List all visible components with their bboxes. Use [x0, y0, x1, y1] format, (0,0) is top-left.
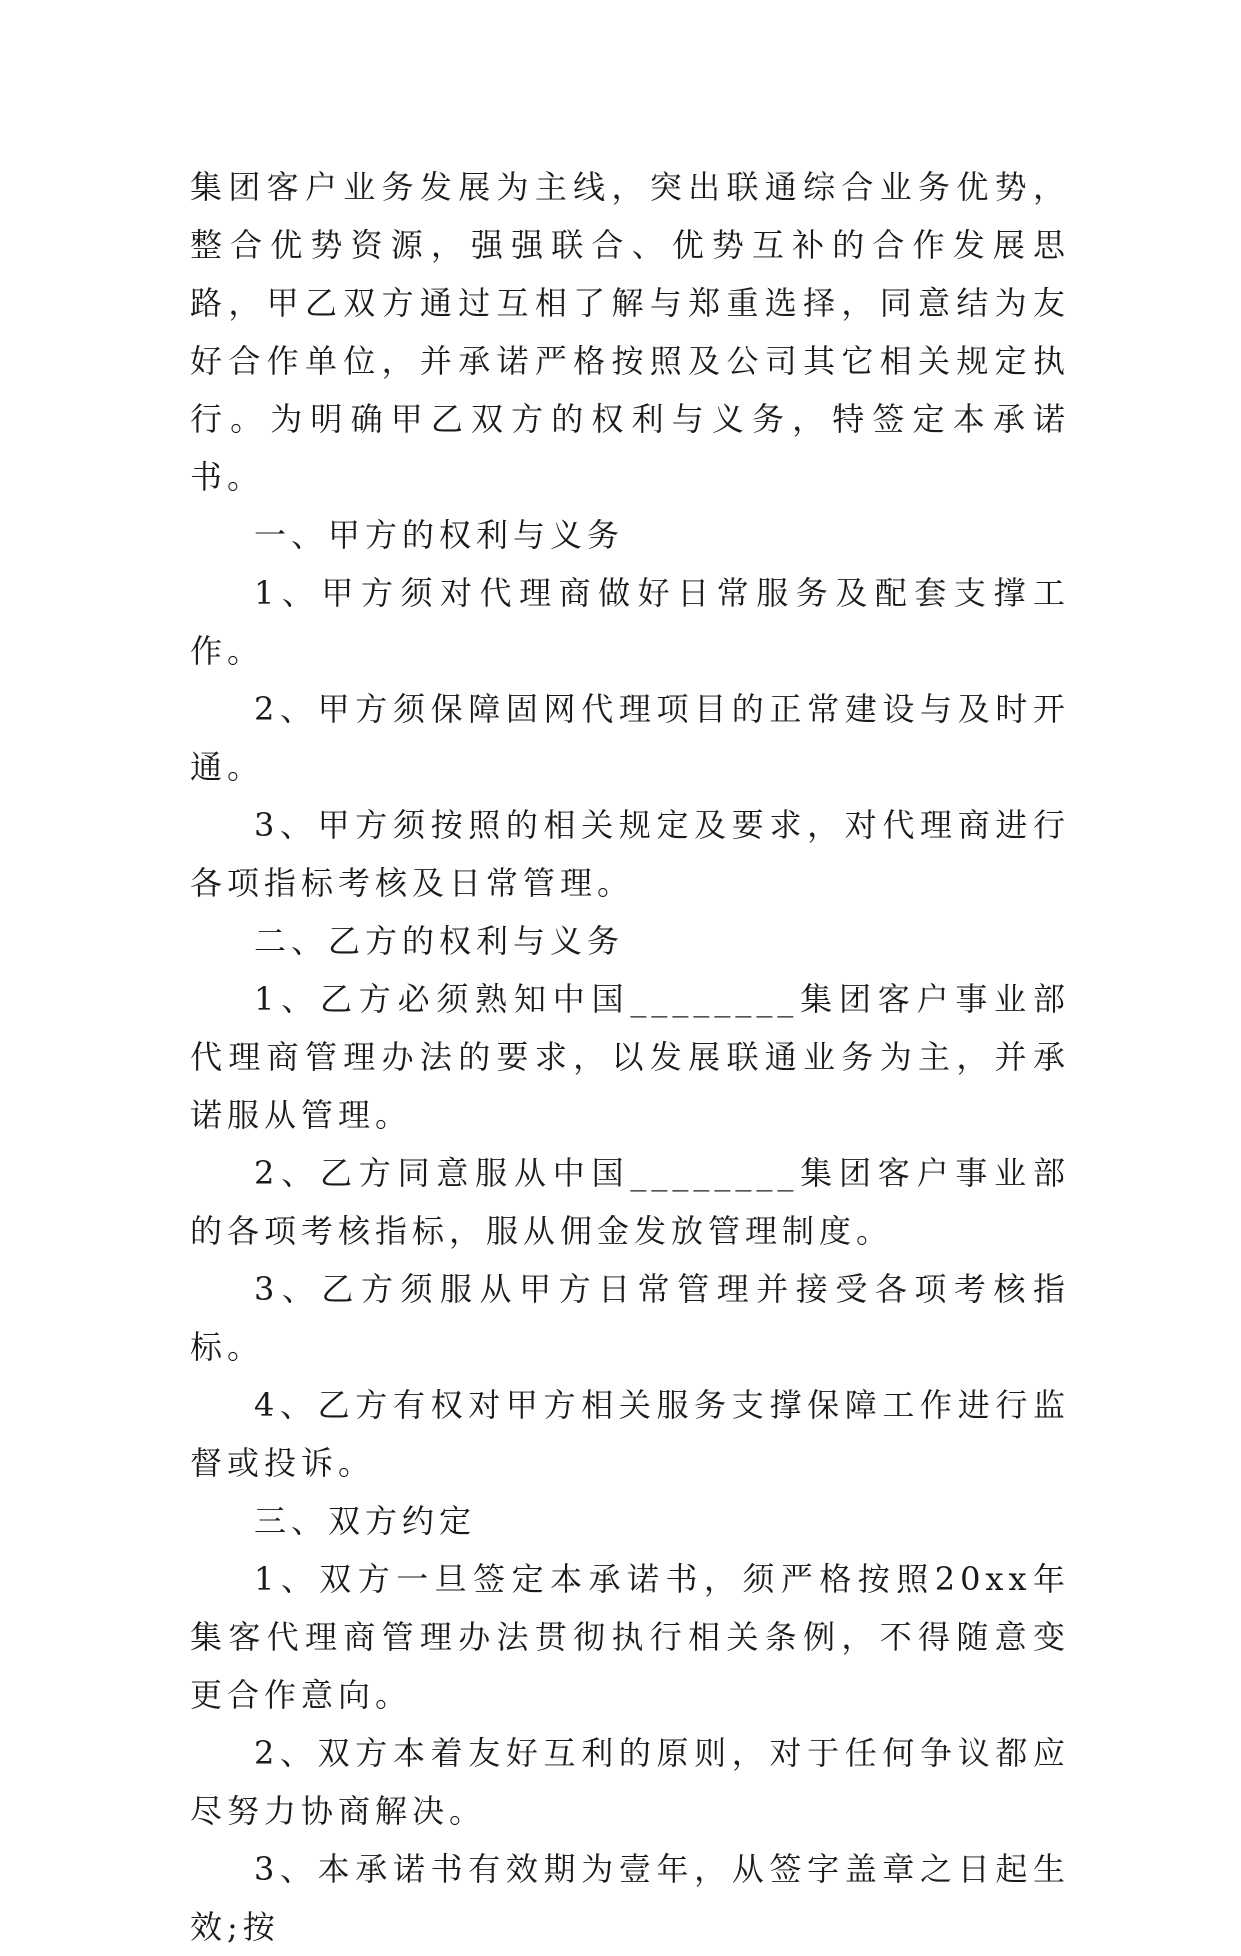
mutual-clause-3: 3、本承诺书有效期为壹年，从签字盖章之日起生效;按 [190, 1850, 1070, 1946]
document-body [190, 158, 1070, 1956]
party-b-clause-1: 1、乙方必须熟知中国________集团客户事业部代理商管理办法的要求，以发展联通业务为主，并承诺服从管理。 [190, 980, 1070, 1134]
mutual-clause-2: 2、双方本着友好互利的原则，对于任何争议都应尽努力协商解决。 [190, 1734, 1070, 1830]
party-b-clause-2: 2、乙方同意服从中国________集团客户事业部的各项考核指标，服从佣金发放管理制度。 [190, 1154, 1070, 1250]
mutual-clause-1: 1、双方一旦签定本承诺书，须严格按照20xx年集客代理商管理办法贯彻执行相关条例，不得随意变更合作意向。 [190, 1560, 1070, 1714]
party-b-clause-3: 3、乙方须服从甲方日常管理并接受各项考核指标。 [190, 1270, 1070, 1366]
party-a-clause-2: 2、甲方须保障固网代理项目的正常建设与及时开通。 [190, 690, 1070, 786]
party-a-clause-3: 3、甲方须按照的相关规定及要求，对代理商进行各项指标考核及日常管理。 [190, 806, 1070, 902]
section-heading-mutual: 三、双方约定 [254, 1502, 477, 1540]
party-b-clause-4: 4、乙方有权对甲方相关服务支撑保障工作进行监督或投诉。 [190, 1386, 1070, 1482]
section-heading-party-b: 二、乙方的权利与义务 [254, 922, 625, 960]
party-a-clause-1: 1、甲方须对代理商做好日常服务及配套支撑工作。 [190, 574, 1070, 670]
section-heading-party-a: 一、甲方的权利与义务 [254, 516, 625, 554]
paragraph-intro: 集团客户业务发展为主线，突出联通综合业务优势，整合优势资源，强强联合、优势互补的合作发展思路，甲乙双方通过互相了解与郑重选择，同意结为友好合作单位，并承诺严格按照及公司其它相关规定执行。为明确甲乙双方的权利与义务，特签定本承诺书。 [190, 168, 1070, 496]
